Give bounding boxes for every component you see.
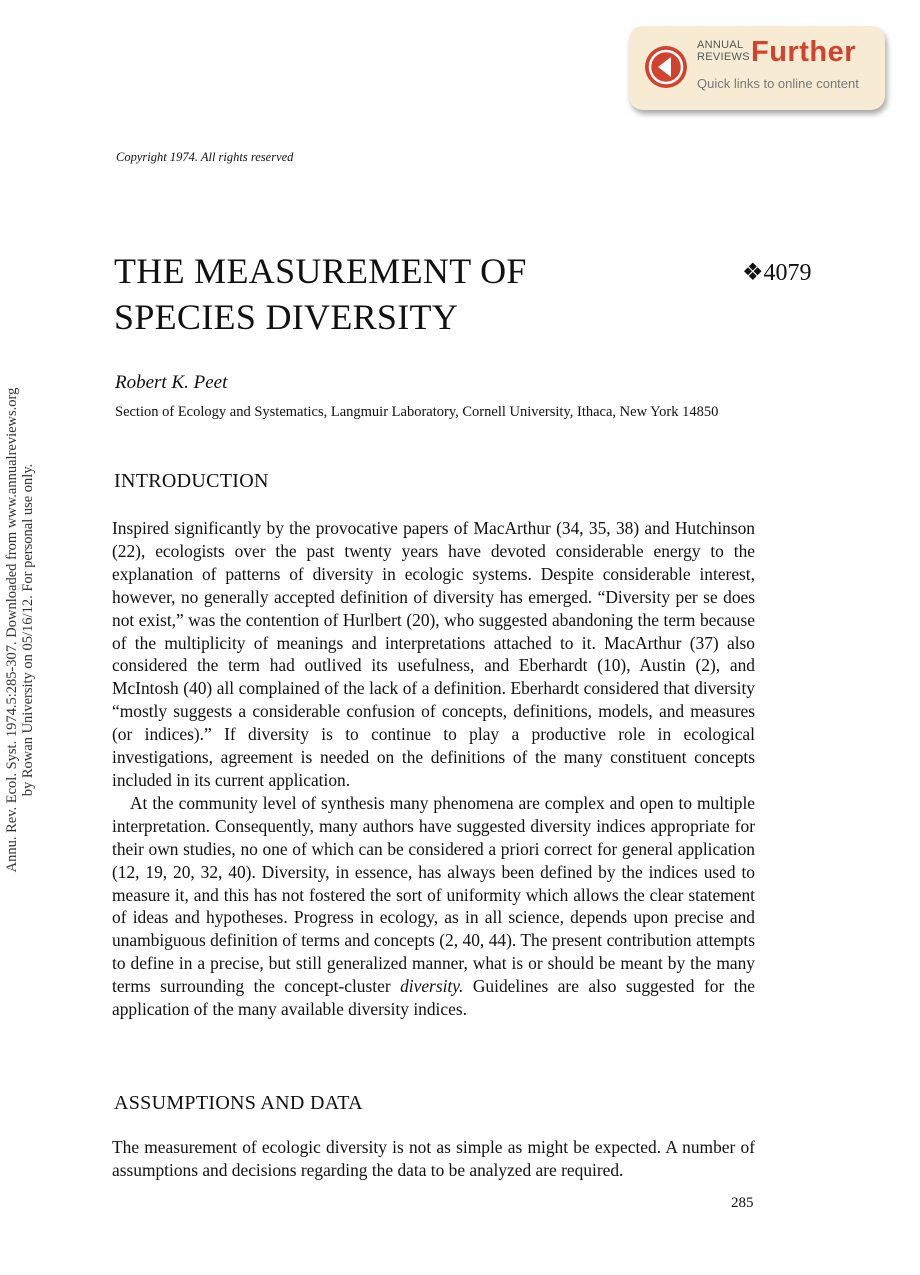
assumptions-paragraph-1: The measurement of ecologic diversity is not as simple as might be expected. A number of assumptions and decisions regarding the data to be analyzed are required.: [112, 1137, 755, 1180]
download-note-line1: Annu. Rev. Ecol. Syst. 1974.5:285-307. Downloaded from www.annualreviews.org: [4, 387, 20, 873]
author-affiliation: Section of Ecology and Systematics, Langmuir Laboratory, Cornell University, Ithaca, New York 14850: [115, 404, 719, 420]
download-note: [4, 345, 36, 915]
title-line-2: SPECIES DIVERSITY: [114, 297, 459, 337]
back-arrow-icon: [643, 44, 689, 90]
copyright-notice: Copyright 1974. All rights reserved: [116, 150, 294, 164]
download-note-line2: by Rowan University on 05/16/12. For personal use only.: [20, 463, 36, 797]
intro-paragraph-2: At the community level of synthesis many phenomena are complex and open to multiple interpretation. Consequently, many authors have suggested diversity indices appropriate for their own studies, no one of which can be considered a priori correct for general application (12, 19, 20, 32, 40). Diversity, in essence, has always been defined by the indices used to measure it, and this has not fostered the sort of uniformity which allows the clear statement of ideas and hypotheses. Progress in ecology, as in all science, depends upon precise and unambiguous definition of terms and concepts (2, 40, 44). The present contribution attempts to define in a precise, but still generalized manner, what is or should be meant by the many terms surrounding the concept-cluster diversity. Guidelines are also suggested for the application of the many available diversity indices.: [112, 792, 755, 1020]
badge-further-label: Further: [751, 36, 856, 68]
further-badge[interactable]: [629, 26, 885, 110]
emphasis-diversity: diversity.: [400, 976, 464, 997]
intro-paragraph-1: Inspired significantly by the provocative papers of MacArthur (34, 35, 38) and Hutchinson (22), ecologists over the past twenty years have devoted considerable energy to the explanation of patterns of diversity in ecologic systems. Despite considerable interest, however, no generally accepted definition of diversity has emerged. “Diversity per se does not exist,” was the contention of Hurlbert (20), who suggested abandoning the term because of the multiplicity of meanings and interpretations attached to it. MacArthur (37) also considered the term had outlived its usefulness, and Eberhardt (10), Austin (2), and McIntosh (40) all complained of the lack of a definition. Eberhardt considered that diversity “mostly suggests a considerable confusion of concepts, definitions, models, and measures (or indices).” If diversity is to continue to play a productive role in ecological investigations, agreement is needed on the definitions of the many constituent concepts included in its current application.: [112, 518, 755, 790]
assumptions-heading: ASSUMPTIONS AND DATA: [114, 1092, 363, 1114]
author-name: Robert K. Peet: [115, 372, 228, 393]
introduction-heading: INTRODUCTION: [114, 470, 269, 492]
article-title: [114, 248, 527, 340]
badge-annual-reviews-label: ANNUAL REVIEWS: [697, 39, 750, 63]
page-number: 285: [731, 1195, 754, 1211]
introduction-body: [112, 517, 755, 1021]
article-id: ❖4079: [742, 260, 812, 286]
assumptions-body: [112, 1136, 755, 1182]
badge-quick-links[interactable]: Quick links to online content: [697, 76, 859, 91]
title-line-1: THE MEASUREMENT OF: [114, 251, 527, 291]
